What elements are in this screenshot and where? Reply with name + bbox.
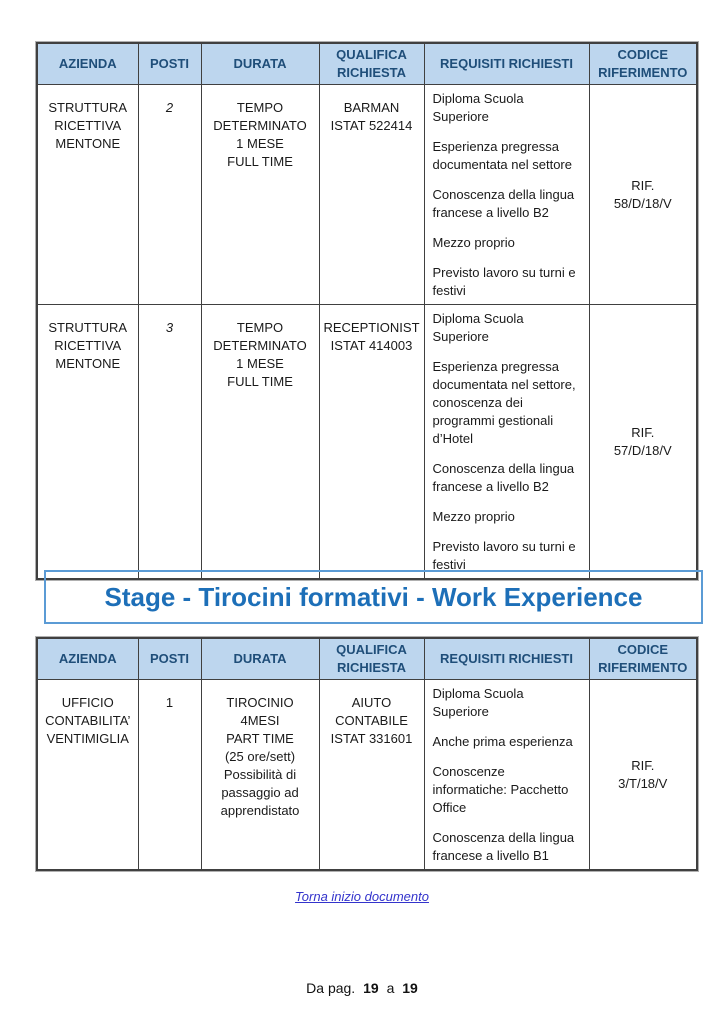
stage-table-header-row <box>37 638 697 680</box>
column-header-posti: POSTI <box>138 638 201 680</box>
cell-codice-riferimento: RIF. 58/D/18/V <box>589 85 697 305</box>
column-header-azienda: AZIENDA <box>37 638 138 680</box>
table-row <box>37 85 697 305</box>
jobs-table <box>36 42 698 580</box>
cell-requisiti: Diploma Scuola Superiore Esperienza pregressa documentata nel settore, conoscenza dei programmi gestionali d’Hotel Conoscenza della lingua francese a livello B2 Mezzo proprio Previsto lavoro su turni e festivi <box>424 305 589 580</box>
cell-azienda: STRUTTURA RICETTIVA MENTONE <box>37 305 138 580</box>
cell-durata: TIROCINIO 4MESI PART TIME (25 ore/sett) Possibilità di passaggio ad apprendistato <box>201 680 319 871</box>
column-header-durata: DURATA <box>201 638 319 680</box>
section-title-box <box>44 570 703 624</box>
column-header-durata: DURATA <box>201 43 319 85</box>
page-range-prefix: Da pag. <box>306 980 356 996</box>
section-title: Stage - Tirocini formativi - Work Experience <box>104 581 643 612</box>
column-header-posti: POSTI <box>138 43 201 85</box>
column-header-qualifica: QUALIFICA RICHIESTA <box>319 43 424 85</box>
cell-posti: 2 <box>138 85 201 305</box>
column-header-requisiti: REQUISITI RICHIESTI <box>424 43 589 85</box>
back-to-top-link[interactable]: Torna inizio documento <box>295 889 429 904</box>
cell-posti: 3 <box>138 305 201 580</box>
column-header-requisiti: REQUISITI RICHIESTI <box>424 638 589 680</box>
cell-durata: TEMPO DETERMINATO 1 MESE FULL TIME <box>201 85 319 305</box>
cell-codice-riferimento: RIF. 3/T/18/V <box>589 680 697 871</box>
page-range-separator: a <box>386 980 395 996</box>
table-row <box>37 680 697 871</box>
cell-durata: TEMPO DETERMINATO 1 MESE FULL TIME <box>201 305 319 580</box>
page-from: 19 <box>363 980 379 996</box>
column-header-codice: CODICE RIFERIMENTO <box>589 43 697 85</box>
cell-qualifica: AIUTO CONTABILE ISTAT 331601 <box>319 680 424 871</box>
table-row <box>37 305 697 580</box>
cell-codice-riferimento: RIF. 57/D/18/V <box>589 305 697 580</box>
cell-azienda: UFFICIO CONTABILITA’ VENTIMIGLIA <box>37 680 138 871</box>
cell-requisiti: Diploma Scuola Superiore Esperienza pregressa documentata nel settore Conoscenza della lingua francese a livello B2 Mezzo proprio Previsto lavoro su turni e festivi <box>424 85 589 305</box>
column-header-azienda: AZIENDA <box>37 43 138 85</box>
column-header-codice: CODICE RIFERIMENTO <box>589 638 697 680</box>
page-to: 19 <box>402 980 418 996</box>
link-row <box>0 888 724 906</box>
page-range <box>0 980 724 996</box>
cell-requisiti: Diploma Scuola Superiore Anche prima esperienza Conoscenze informatiche: Pacchetto Office Conoscenza della lingua francese a livello B1 <box>424 680 589 871</box>
cell-posti: 1 <box>138 680 201 871</box>
cell-qualifica: RECEPTIONIST ISTAT 414003 <box>319 305 424 580</box>
stage-table <box>36 637 698 871</box>
cell-azienda: STRUTTURA RICETTIVA MENTONE <box>37 85 138 305</box>
column-header-qualifica: QUALIFICA RICHIESTA <box>319 638 424 680</box>
jobs-table-header-row <box>37 43 697 85</box>
cell-qualifica: BARMAN ISTAT 522414 <box>319 85 424 305</box>
